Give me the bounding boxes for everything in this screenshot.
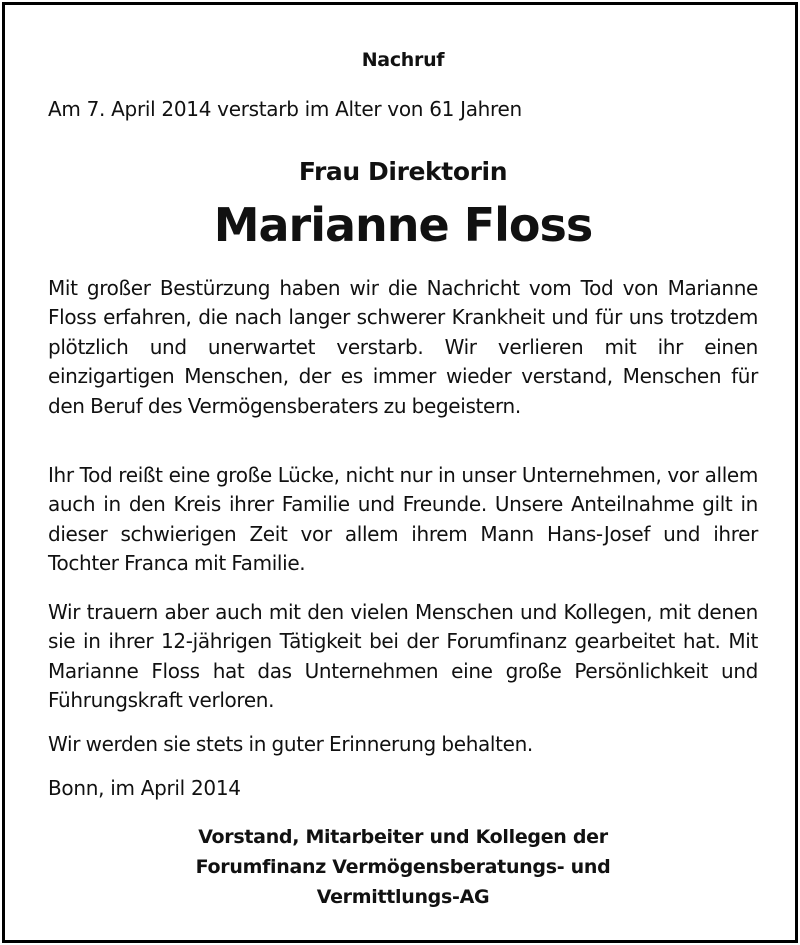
death-announcement: Am 7. April 2014 verstarb im Alter von 61 Jahren: [48, 97, 522, 121]
deceased-title: Frau Direktorin: [298, 157, 508, 186]
signature-line: Vermittlungs-AG: [316, 886, 490, 908]
signature-line: Forumfinanz Vermögensberatungs- und: [195, 856, 611, 878]
paragraph-loss: Ihr Tod reißt eine große Lücke, nicht nur in unser Unternehmen, vor allem auch in den Kreis ihrer Familie und Freunde. Unsere Anteilnahme gilt in dieser schwierigen Zeit vor allem ihrem Mann Hans-Josef und ihrer Tochter Franca mit Familie.: [48, 463, 758, 576]
paragraph-condolence: Mit großer Bestürzung haben wir die Nachricht vom Tod von Marianne Floss erfahren, die nach langer schwerer Krankheit und für uns trotzdem plötzlich und unerwartet verstarb. Wir verlieren mit ihr einen einzigartigen Menschen, der es immer wieder verstand, Menschen für den Beruf des Vermögensberaters zu begeistern.: [48, 276, 758, 418]
signature-block: [48, 822, 758, 912]
signature-line: Vorstand, Mitarbeiter und Kollegen der: [198, 826, 608, 848]
deceased-name: Marianne Floss: [213, 198, 593, 252]
paragraph-colleagues: Wir trauern aber auch mit den vielen Menschen und Kollegen, mit denen sie in ihrer 12-jährigen Tätigkeit bei der Forumfinanz gearbeitet hat. Mit Marianne Floss hat das Unternehmen eine große Persönlichkeit und Führungskraft verloren.: [48, 600, 758, 713]
paragraph-remembrance: Wir werden sie stets in guter Erinnerung behalten.: [48, 732, 533, 756]
obituary-heading: Nachruf: [361, 49, 445, 71]
place-and-date: Bonn, im April 2014: [48, 776, 241, 800]
obituary-frame: [2, 2, 798, 943]
